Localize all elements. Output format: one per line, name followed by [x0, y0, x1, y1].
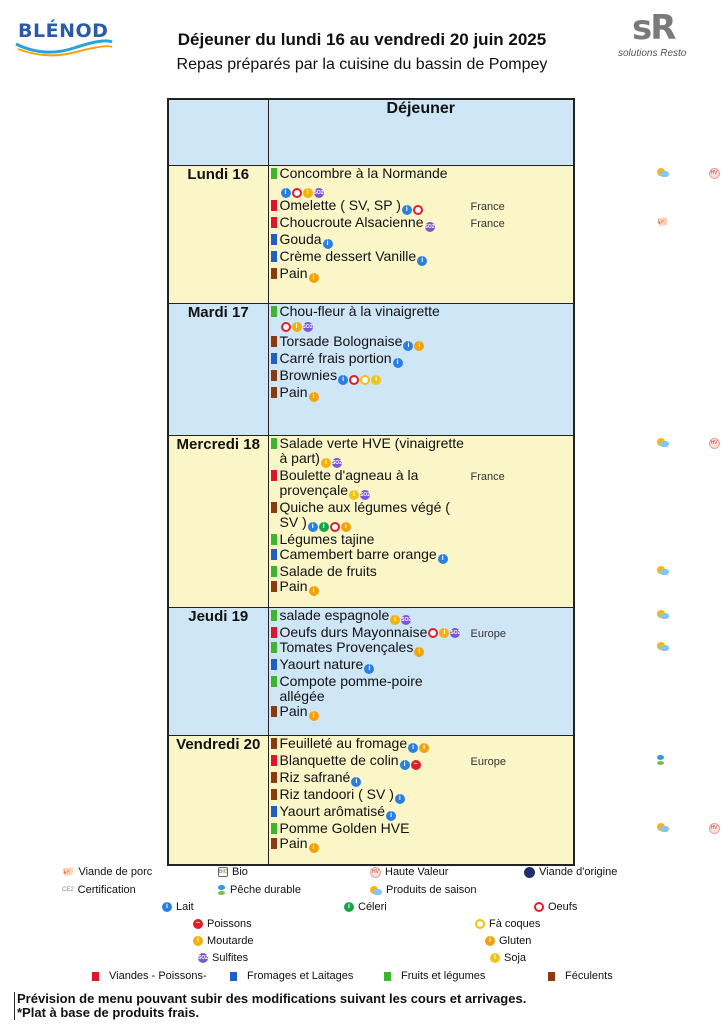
label-icons [657, 755, 665, 765]
legend-viande-origine: Viande d'origine [524, 866, 617, 878]
produits-de-saison-icon [657, 823, 669, 832]
allergen-icons [408, 743, 429, 753]
sulfites-icon: SO2 [198, 955, 209, 961]
list-item [269, 249, 574, 266]
poissons-icon: ~ [411, 760, 421, 770]
dish-name-text: Pain [279, 577, 308, 594]
category-marker [271, 610, 277, 621]
lait-icon: i [402, 205, 412, 215]
dish-name [280, 304, 470, 334]
category-marker [271, 642, 277, 653]
category-marker [271, 627, 277, 638]
poissons-icon: ~ [193, 919, 203, 929]
dish-name-text: Feuilleté au fromage [279, 734, 408, 751]
day-row [168, 303, 574, 435]
list-item [269, 500, 574, 532]
category-marker [271, 838, 277, 849]
viande-origine-icon [524, 867, 535, 878]
sulfites-icon: SO2 [313, 189, 324, 196]
lait-icon: i [408, 743, 418, 753]
list-item [269, 164, 718, 198]
allergen-icons [400, 760, 421, 770]
dish-name-text: Chou-fleur à la vinaigrette [279, 302, 440, 319]
footer-line-2: *Plat à base de produits frais. [17, 1005, 200, 1020]
label-icons [657, 168, 720, 179]
legend-cat-viandes: Viandes - Poissons- [92, 970, 207, 982]
legend-gluten: i Gluten [485, 935, 531, 947]
category-marker [271, 268, 277, 279]
list-item [269, 198, 574, 215]
category-marker [271, 755, 277, 766]
list-item [269, 753, 574, 770]
allergen-icons [309, 273, 319, 283]
dish-name [280, 674, 470, 704]
category-marker [271, 336, 277, 347]
dish-name-text: salade espagnole [279, 606, 390, 623]
sulfites-icon: SO2 [331, 459, 342, 466]
legend-haute-valeur: HV Haute Valeur [370, 866, 448, 878]
allergen-icons [393, 358, 403, 368]
page-title: Déjeuner du lundi 16 au vendredi 20 juin 2025 [177, 30, 547, 49]
category-marker [271, 789, 277, 800]
dish-name [280, 198, 470, 215]
legend-produits-saison: Produits de saison [370, 884, 477, 896]
dish-name-text: Tomates Provençales [279, 638, 414, 655]
dish-name [280, 334, 470, 351]
lait-icon: i [438, 554, 448, 564]
category-marker [271, 370, 277, 381]
lait-icon: i [393, 358, 403, 368]
list-item [269, 625, 574, 640]
allergen-icons [309, 586, 319, 596]
list-item [269, 819, 718, 836]
moutarde-icon: i [439, 628, 449, 638]
gluten-icon: i [414, 341, 424, 351]
list-item [269, 232, 574, 249]
label-icons [657, 217, 669, 229]
dish-name [280, 532, 470, 547]
gluten-icon: i [414, 647, 424, 657]
legend-soja: i Soja [490, 952, 526, 964]
celeri-icon: i [344, 902, 354, 912]
dish-name-text: Légumes tajine [279, 530, 375, 547]
list-item [269, 304, 574, 334]
oeufs-icon [349, 375, 359, 385]
origin-label: France [470, 200, 505, 213]
legend-cat-feculents: Féculents [548, 970, 613, 982]
sulfites-icon: SO2 [360, 491, 371, 498]
list-item [269, 836, 574, 853]
pig-icon: 🐖 [62, 866, 75, 878]
legend-viande-de-porc: 🐖 Viande de porc [62, 866, 153, 878]
lait-icon: i [403, 341, 413, 351]
gluten-icon: i [309, 711, 319, 721]
category-marker [271, 581, 277, 592]
list-item [269, 351, 574, 368]
dish-list [268, 734, 718, 865]
day-label: Lundi 16 [168, 165, 268, 303]
allergen-icons [428, 628, 460, 638]
category-marker [271, 549, 277, 560]
dish-name-text: Salade verte HVE (vinaigrette à part) [279, 434, 464, 466]
category-marker [271, 217, 277, 228]
moutarde-icon: i [193, 936, 203, 946]
category-marker [271, 676, 277, 687]
category-marker [271, 806, 277, 817]
list-item [269, 787, 574, 804]
soja-icon: i [371, 375, 381, 385]
gluten-icon: i [419, 743, 429, 753]
dish-name-text: Compote pomme-poire allégée [279, 672, 423, 704]
lait-icon: i [323, 239, 333, 249]
label-icons [657, 566, 669, 575]
dish-name-text: Pain [279, 383, 308, 400]
list-item [269, 532, 574, 547]
legend-cat-fromages: Fromages et Laitages [230, 970, 353, 982]
list-item [269, 547, 574, 564]
produits-de-saison-icon [657, 168, 669, 177]
gluten-icon: i [309, 843, 319, 853]
lait-icon: i [338, 375, 348, 385]
list-item [269, 770, 574, 787]
lait-icon: i [308, 522, 318, 532]
moutarde-icon: i [303, 188, 313, 198]
column-header: Déjeuner [268, 99, 574, 165]
category-marker [271, 168, 277, 179]
dish-name [280, 770, 470, 787]
dish-name-text: Choucroute Alsacienne [279, 213, 424, 230]
list-item [269, 334, 574, 351]
footer-line-1: Prévision de menu pouvant subir des modifications suivant les cours et arrivages. [17, 991, 527, 1006]
dish-name [280, 368, 470, 385]
day-row [168, 607, 574, 735]
dish-list [268, 164, 718, 303]
gluten-icon: i [341, 522, 351, 532]
origin-label: Europe [470, 627, 506, 640]
list-item [269, 564, 574, 579]
legend-lait: i Lait [162, 901, 194, 913]
category-marker [271, 706, 277, 717]
dish-name-text: Pain [279, 702, 308, 719]
fromages-swatch [230, 972, 237, 981]
legend-certification: CE2 Certification [62, 884, 136, 896]
list-item [269, 736, 574, 753]
dish-list [268, 434, 718, 607]
day-row [168, 735, 574, 865]
allergen-icons [281, 322, 313, 332]
moutarde-icon: i [390, 615, 400, 625]
produits-de-saison-icon [657, 610, 669, 619]
list-item [269, 368, 574, 385]
list-item [269, 579, 574, 596]
oeufs-icon [428, 628, 438, 638]
dish-name [280, 579, 470, 596]
sulfites-icon: SO2 [302, 323, 313, 330]
dish-name [280, 608, 470, 625]
legend-moutarde: i Moutarde [193, 935, 253, 947]
dish-name-text: Pain [279, 264, 308, 281]
list-item [269, 704, 574, 721]
list-item [269, 213, 669, 232]
dish-name-text: Brownies [279, 366, 338, 383]
allergen-icons [438, 554, 448, 564]
dish-name-text: Boulette d'agneau à la provençale [279, 466, 419, 498]
peche-durable-icon [657, 755, 665, 765]
viande-de-porc-icon: 🐖 [656, 216, 669, 228]
produits-de-saison-icon [657, 642, 669, 651]
category-marker [271, 738, 277, 749]
lait-icon: i [400, 760, 410, 770]
day-row [168, 435, 574, 607]
dish-name [280, 500, 470, 532]
list-item [269, 608, 574, 625]
haute-valeur-icon: HV [709, 168, 720, 179]
dish-name [280, 385, 470, 402]
dish-name-text: Crème dessert Vanille [279, 247, 417, 264]
solutions-resto-logo [612, 10, 712, 60]
haute-valeur-icon: HV [370, 867, 381, 878]
dish-name [280, 640, 470, 657]
category-marker [271, 566, 277, 577]
corner-cell [168, 99, 268, 165]
bio-icon: BIO [219, 869, 228, 875]
dish-name [280, 249, 470, 266]
legend [0, 860, 724, 990]
sulfites-icon: SO2 [424, 223, 435, 230]
dish-name [280, 436, 470, 468]
soja-icon: i [490, 953, 500, 963]
dish-name [280, 753, 470, 770]
category-marker [271, 470, 277, 481]
label-icons [657, 438, 720, 449]
dish-name-text: Salade de fruits [279, 562, 377, 579]
gluten-icon: i [309, 392, 319, 402]
dish-name-text: Oeufs durs Mayonnaise [279, 623, 428, 640]
list-item [269, 266, 574, 283]
soja-icon: i [349, 490, 359, 500]
produits-de-saison-icon [657, 438, 669, 447]
sr-logo-mark: sR [632, 8, 675, 48]
dish-name [280, 266, 470, 283]
sulfites-icon: SO2 [450, 629, 461, 636]
allergen-icons [417, 256, 427, 266]
dish-name-text: Pomme Golden HVE [279, 819, 410, 836]
dish-name [280, 836, 470, 853]
dish-name [280, 736, 470, 753]
dish-name [280, 704, 470, 721]
legend-bio: BIO Bio [219, 866, 248, 878]
category-marker [271, 438, 277, 449]
sulfites-icon: SO2 [401, 616, 412, 623]
list-item [269, 804, 574, 821]
dish-name-text: Omelette ( SV, SP ) [279, 196, 401, 213]
legend-poissons: ~ Poissons [193, 918, 252, 930]
allergen-icons [425, 222, 435, 232]
celeri-icon: i [319, 522, 329, 532]
allergen-icons [309, 711, 319, 721]
footer-note [14, 992, 526, 1020]
category-marker [271, 502, 277, 513]
blenod-logo-text: BLÉNOD [18, 20, 109, 42]
peche-durable-icon [218, 885, 226, 895]
day-label: Vendredi 20 [168, 735, 268, 865]
coques-icon [360, 375, 370, 385]
dish-name [280, 657, 470, 674]
list-item [269, 434, 718, 468]
viandes-swatch [92, 972, 99, 981]
lait-icon: i [351, 777, 361, 787]
lait-icon: i [386, 811, 396, 821]
dish-name-text: Torsade Bolognaise [279, 332, 403, 349]
menu-table [167, 98, 718, 866]
dish-name [280, 564, 470, 579]
dish-name-text: Yaourt arômatisé [279, 802, 386, 819]
dish-name-text: Yaourt nature [279, 655, 364, 672]
certification-icon: CE2 [62, 887, 74, 893]
category-marker [271, 659, 277, 670]
dish-name-text: Concombre à la Normande [279, 164, 448, 181]
day-label: Jeudi 19 [168, 607, 268, 735]
category-marker [271, 200, 277, 211]
list-item [269, 674, 574, 704]
dish-name-text: Camembert barre orange [279, 545, 437, 562]
category-marker [271, 234, 277, 245]
oeufs-icon [534, 902, 544, 912]
gluten-icon: i [309, 273, 319, 283]
dish-name [280, 787, 470, 804]
dish-name [280, 232, 470, 249]
lait-icon: i [364, 664, 374, 674]
legend-celeri: i Céleri [344, 901, 387, 913]
oeufs-icon [281, 322, 291, 332]
lait-icon: i [417, 256, 427, 266]
label-icons [657, 610, 669, 619]
dish-name-text: Carré frais portion [279, 349, 392, 366]
day-label: Mardi 17 [168, 303, 268, 435]
dish-name [280, 468, 470, 500]
dish-name [280, 625, 470, 640]
allergen-icons [414, 647, 424, 657]
allergen-icons [309, 843, 319, 853]
dish-name [280, 166, 470, 198]
gluten-icon: i [309, 586, 319, 596]
day-row [168, 165, 574, 303]
legend-sulfites: SO2 Sulfites [198, 952, 249, 964]
dish-list [268, 607, 574, 735]
dish-name-text: Riz tandoori ( SV ) [279, 785, 394, 802]
category-marker [271, 306, 277, 317]
list-item [269, 657, 574, 674]
dish-name-text: Pain [279, 834, 308, 851]
page-subtitle: Repas préparés par la cuisine du bassin de Pompey [176, 56, 548, 73]
origin-label: France [470, 217, 505, 230]
haute-valeur-icon: HV [709, 438, 720, 449]
wave-icon [14, 36, 114, 58]
sr-logo-tag: solutions Resto [618, 48, 687, 59]
legend-oeufs: Oeufs [534, 901, 577, 913]
haute-valeur-icon: HV [709, 823, 720, 834]
moutarde-icon: i [292, 322, 302, 332]
moutarde-icon: i [321, 458, 331, 468]
origin-label: France [470, 470, 505, 483]
coques-icon [475, 919, 485, 929]
blenod-logo [14, 18, 114, 58]
legend-coques: Fà coques [475, 918, 540, 930]
category-marker [271, 534, 277, 545]
dish-name-text: Riz safrané [279, 768, 351, 785]
dish-name [280, 351, 470, 368]
produits-de-saison-icon [657, 566, 669, 575]
allergen-icons [395, 794, 405, 804]
dish-name [280, 547, 470, 564]
category-marker [271, 387, 277, 398]
lait-icon: i [281, 188, 291, 198]
dish-name [280, 804, 470, 821]
category-marker [271, 353, 277, 364]
legend-cat-fruits: Fruits et légumes [384, 970, 485, 982]
table-header-row [168, 99, 574, 165]
label-icons [657, 642, 669, 651]
allergen-icons [309, 392, 319, 402]
gluten-icon: i [485, 936, 495, 946]
page-header [0, 0, 724, 90]
list-item [269, 468, 574, 500]
dish-name-text: Gouda [279, 230, 322, 247]
day-label: Mercredi 18 [168, 435, 268, 607]
category-marker [271, 251, 277, 262]
dish-name [280, 821, 470, 836]
lait-icon: i [162, 902, 172, 912]
feculents-swatch [548, 972, 555, 981]
origin-label: Europe [470, 755, 506, 768]
category-marker [271, 772, 277, 783]
category-marker [271, 823, 277, 834]
fruits-swatch [384, 972, 391, 981]
label-icons [657, 823, 720, 834]
lait-icon: i [395, 794, 405, 804]
legend-peche-durable: Pêche durable [218, 884, 301, 896]
produits-saison-icon [370, 886, 382, 895]
allergen-icons [403, 341, 424, 351]
list-item [269, 640, 574, 657]
dish-name [280, 215, 470, 232]
dish-name-text: Quiche aux légumes végé ( SV ) [279, 498, 450, 530]
list-item [269, 385, 574, 402]
allergen-icons [338, 375, 381, 385]
dish-list [268, 303, 574, 435]
dish-name-text: Blanquette de colin [279, 751, 399, 768]
